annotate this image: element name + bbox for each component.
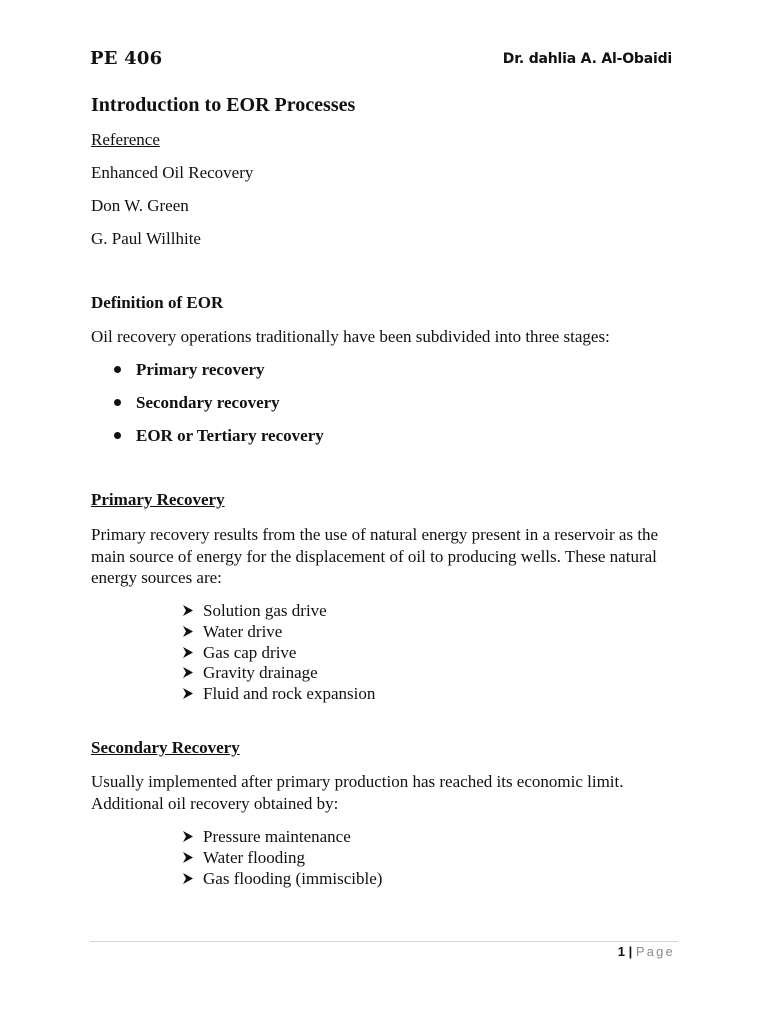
- list-item: [182, 848, 382, 869]
- arrow-bullet-icon: [182, 851, 194, 864]
- stage-label: Secondary recovery: [136, 393, 280, 412]
- page-title: Introduction to EOR Processes: [91, 94, 356, 116]
- definition-intro: Oil recovery operations traditionally have been subdivided into three stages:: [91, 327, 610, 346]
- item-label: Gas cap drive: [203, 642, 297, 662]
- page-footer: [618, 944, 675, 959]
- arrow-bullet-icon: [182, 872, 194, 885]
- list-item: [182, 827, 382, 848]
- list-item: [182, 622, 375, 643]
- item-label: Pressure maintenance: [203, 827, 351, 846]
- arrow-bullet-icon: [182, 666, 194, 679]
- author-name: Dr. dahlia A. Al-Obaidi: [502, 51, 672, 67]
- arrow-bullet-icon: [182, 646, 194, 659]
- item-label: Solution gas drive: [203, 601, 327, 620]
- item-label: Water flooding: [203, 847, 306, 867]
- bullet-icon: [114, 432, 121, 439]
- reference-heading: Reference: [91, 130, 160, 149]
- list-item: [110, 425, 324, 458]
- primary-recovery-heading: Primary Recovery: [91, 490, 225, 509]
- primary-sources-list: [182, 601, 375, 705]
- course-code: PE 406: [90, 48, 163, 69]
- secondary-methods-list: [182, 827, 382, 889]
- list-item: [110, 392, 324, 425]
- page-label: Page: [635, 944, 675, 959]
- list-item: [182, 684, 375, 705]
- list-item: [182, 869, 382, 890]
- list-item: [182, 643, 375, 664]
- primary-recovery-text: Primary recovery results from the use of natural energy present in a reservoir as the main source of energy for the displacement of oil to producing wells. These natural energy sources are:: [91, 525, 659, 587]
- stage-label: Primary recovery: [136, 360, 265, 379]
- item-label: Fluid and rock expansion: [203, 684, 376, 704]
- stages-list: [110, 359, 324, 458]
- secondary-recovery-text: Usually implemented after primary production has reached its economic limit. Additional oil recovery obtained by:: [91, 772, 624, 813]
- list-item: [182, 663, 375, 684]
- item-label: Gas flooding (immiscible): [203, 868, 383, 888]
- footer-divider: [90, 941, 678, 942]
- reference-line-3: G. Paul Willhite: [91, 229, 201, 248]
- secondary-recovery-heading: Secondary Recovery: [91, 738, 240, 757]
- stage-label: EOR or Tertiary recovery: [136, 426, 324, 445]
- page-number: 1: [617, 944, 625, 959]
- bullet-icon: [114, 366, 121, 373]
- item-label: Gravity drainage: [203, 663, 318, 683]
- arrow-bullet-icon: [182, 687, 194, 700]
- arrow-bullet-icon: [182, 604, 194, 617]
- item-label: Water drive: [203, 621, 283, 641]
- footer-separator: |: [628, 944, 633, 959]
- reference-line-1: Enhanced Oil Recovery: [91, 163, 254, 182]
- reference-line-2: Don W. Green: [91, 196, 189, 215]
- list-item: [110, 359, 324, 392]
- arrow-bullet-icon: [182, 625, 194, 638]
- list-item: [182, 601, 375, 622]
- arrow-bullet-icon: [182, 830, 194, 843]
- bullet-icon: [114, 399, 121, 406]
- definition-heading: Definition of EOR: [91, 293, 224, 312]
